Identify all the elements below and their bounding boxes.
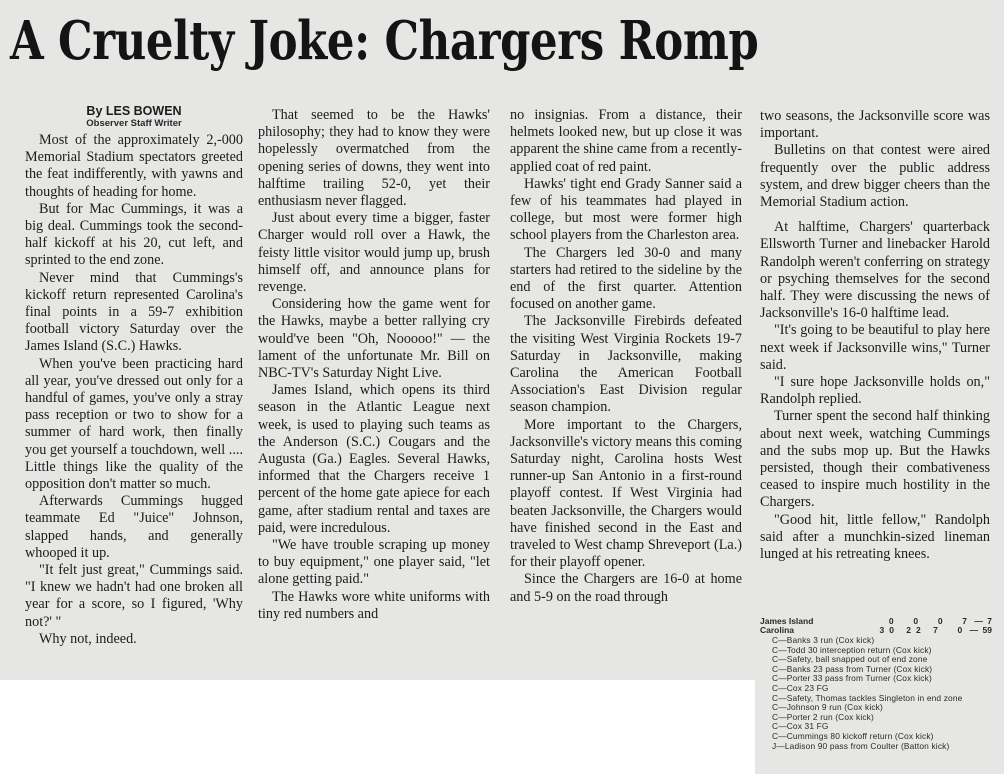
scoring-play: C—Banks 3 run (Cox kick) <box>772 635 875 645</box>
scoring-play: C—Cummings 80 kickoff return (Cox kick) <box>772 730 934 741</box>
article-column-1 <box>25 104 243 648</box>
final-score: 59 <box>982 625 992 635</box>
paragraph: The Hawks wore white uniforms with tiny red numbers and <box>258 588 490 622</box>
article-column-3 <box>510 107 742 606</box>
quarter-scores: 30 22 7 0 <box>879 625 968 635</box>
paragraph: Hawks' tight end Grady Sanner said a few of his teammates had played in college, but most were former high school players from the Charleston area. <box>510 175 742 244</box>
team-name: Carolina <box>760 625 795 635</box>
paragraph: "I sure hope Jacksonville holds on," Randolph replied. <box>760 374 990 408</box>
paragraph: Turner spent the second half thinking about next week, watching Cummings and the subs mop up. But the Hawks persisted, though their combativeness ceased to inspire much hostility in the Chargers. <box>760 408 990 511</box>
paragraph: Never mind that Cummings's kickoff return represented Carolina's final points in a 59-7 exhibition football victory Saturday over the James Island (S.C.) Hawks. <box>25 269 243 355</box>
paragraph: two seasons, the Jacksonville score was important. <box>760 108 990 142</box>
paragraph: "Good hit, little fellow," Randolph said after a munchkin-sized lineman lunged at his retreating knees. <box>760 511 990 563</box>
scoring-play: C—Cox 31 FG <box>772 721 829 732</box>
box-score-row-carolina: Carolina 30 22 7 0 — 59 <box>760 625 992 635</box>
scoring-plays <box>760 636 992 751</box>
section-gap <box>760 211 990 219</box>
article-column-4 <box>760 108 990 563</box>
final-score: 7 <box>987 616 992 626</box>
scoring-play: C—Johnson 9 run (Cox kick) <box>772 702 883 713</box>
paragraph: Afterwards Cummings hugged teammate Ed "Juice" Johnson, slapped hands, and generally whooped it up. <box>25 493 243 561</box>
paragraph: "It felt just great," Cummings said. "I knew we hadn't had one broken all year for a score, so I figured, 'Why not?' " <box>25 562 243 630</box>
article-column-2 <box>258 107 490 623</box>
paragraph: Bulletins on that contest were aired frequently over the public address system, and drew bigger cheers than the Memorial Stadium action. <box>760 142 990 211</box>
paragraph: Considering how the game went for the Hawks, maybe a better rallying cry would've been "Oh, Nooooo!" — the lament of the unfortunate Mr. Bill on NBC-TV's Saturday Night Live. <box>258 296 490 382</box>
scoring-play: J—Ladison 90 pass from Coulter (Batton kick) <box>772 740 950 751</box>
box-score-row-james-island: James Island 0 0 0 7 — 7 <box>760 616 992 626</box>
headline: A Cruelty Joke: Chargers Romp <box>10 10 759 72</box>
paragraph: The Chargers led 30-0 and many starters had retired to the sideline by the end of the first quarter. Attention focused on another game. <box>510 244 742 313</box>
quarter-scores: 0 0 0 7 <box>888 616 973 626</box>
paragraph: But for Mac Cummings, it was a big deal. Cummings took the second-half kickoff at his 20, cut left, and sprinted to the end zone. <box>25 200 243 269</box>
box-score <box>760 617 992 751</box>
paragraph: Why not, indeed. <box>39 630 137 647</box>
paragraph: At halftime, Chargers' quarterback Ellsworth Turner and linebacker Harold Randolph weren't conferring on strategy or psyching themselves for the second half. They were discussing the news of Jacksonville's 16-0 halftime lead. <box>760 219 990 322</box>
paragraph: "It's going to be beautiful to play here next week if Jacksonville wins," Turner said. <box>760 322 990 373</box>
paragraph: The Jacksonville Firebirds defeated the visiting West Virginia Rockets 19-7 Saturday in Jacksonville, making Carolina the American Football Association's East Division regular season champion. <box>510 313 742 416</box>
byline-name: By LES BOWEN <box>86 104 182 118</box>
team-name: James Island <box>760 616 814 626</box>
paragraph: "We have trouble scraping up money to buy equipment," one player said, "let alone getting paid." <box>258 537 490 588</box>
scoring-play: C—Todd 30 interception return (Cox kick) <box>772 644 932 655</box>
scoring-play: C—Banks 23 pass from Turner (Cox kick) <box>772 663 933 674</box>
paragraph: Since the Chargers are 16-0 at home and 5-9 on the road through <box>510 571 742 605</box>
scoring-play: C—Cox 23 FG <box>772 682 829 693</box>
scoring-play: C—Porter 33 pass from Turner (Cox kick) <box>772 673 932 684</box>
scoring-play: C—Porter 2 run (Cox kick) <box>772 711 874 722</box>
paragraph: no insignias. From a distance, their helmets looked new, but up close it was apparent the shine came from a recently-applied coat of red paint. <box>510 107 742 175</box>
paragraph: James Island, which opens its third season in the Atlantic League next week, is used to playing such teams as the Anderson (S.C.) Cougars and the Augusta (Ga.) Eagles. Several Hawks, informed that the Chargers receive 1 percent of the home gate apiece for each game, after stadium rental and taxes are paid, were incredulous. <box>258 382 490 536</box>
paragraph: Most of the approximately 2,-000 Memorial Stadium spectators greeted the feat indifferently, with yawns and thoughts of heading for home. <box>25 132 243 200</box>
paragraph: When you've been practicing hard all year, you've dressed out only for a handful of games, you've only a stray pass reception or two to show for a summer of hard work, then finally you get yourself a touchdown, well .... Little things like the quality of the opposition don't matter so much. <box>25 355 243 493</box>
byline-role: Observer Staff Writer <box>86 118 182 129</box>
paragraph: More important to the Chargers, Jacksonville's victory means this coming Saturday night, Carolina hosts West runner-up San Antonio in a first-round playoff contest. If West Virginia had beaten Jacksonville, the Chargers would have finished second in the East and traveled to West champ Shreveport (La.) for their playoff opener. <box>510 416 742 571</box>
scoring-play: C—Safety, ball snapped out of end zone <box>772 654 928 665</box>
scoring-play: C—Safety, Thomas tackles Singleton in end zone <box>772 692 963 703</box>
paragraph: Just about every time a bigger, faster Charger would roll over a Hawk, the feisty little visitor would jump up, brush himself off, and announce plans for revenge. <box>258 210 490 296</box>
paragraph: That seemed to be the Hawks' philosophy; they had to know they were hopelessly overmatched from the opening series of downs, they went into halftime trailing 52-0, yet their enthusiasm never flagged. <box>258 107 490 210</box>
